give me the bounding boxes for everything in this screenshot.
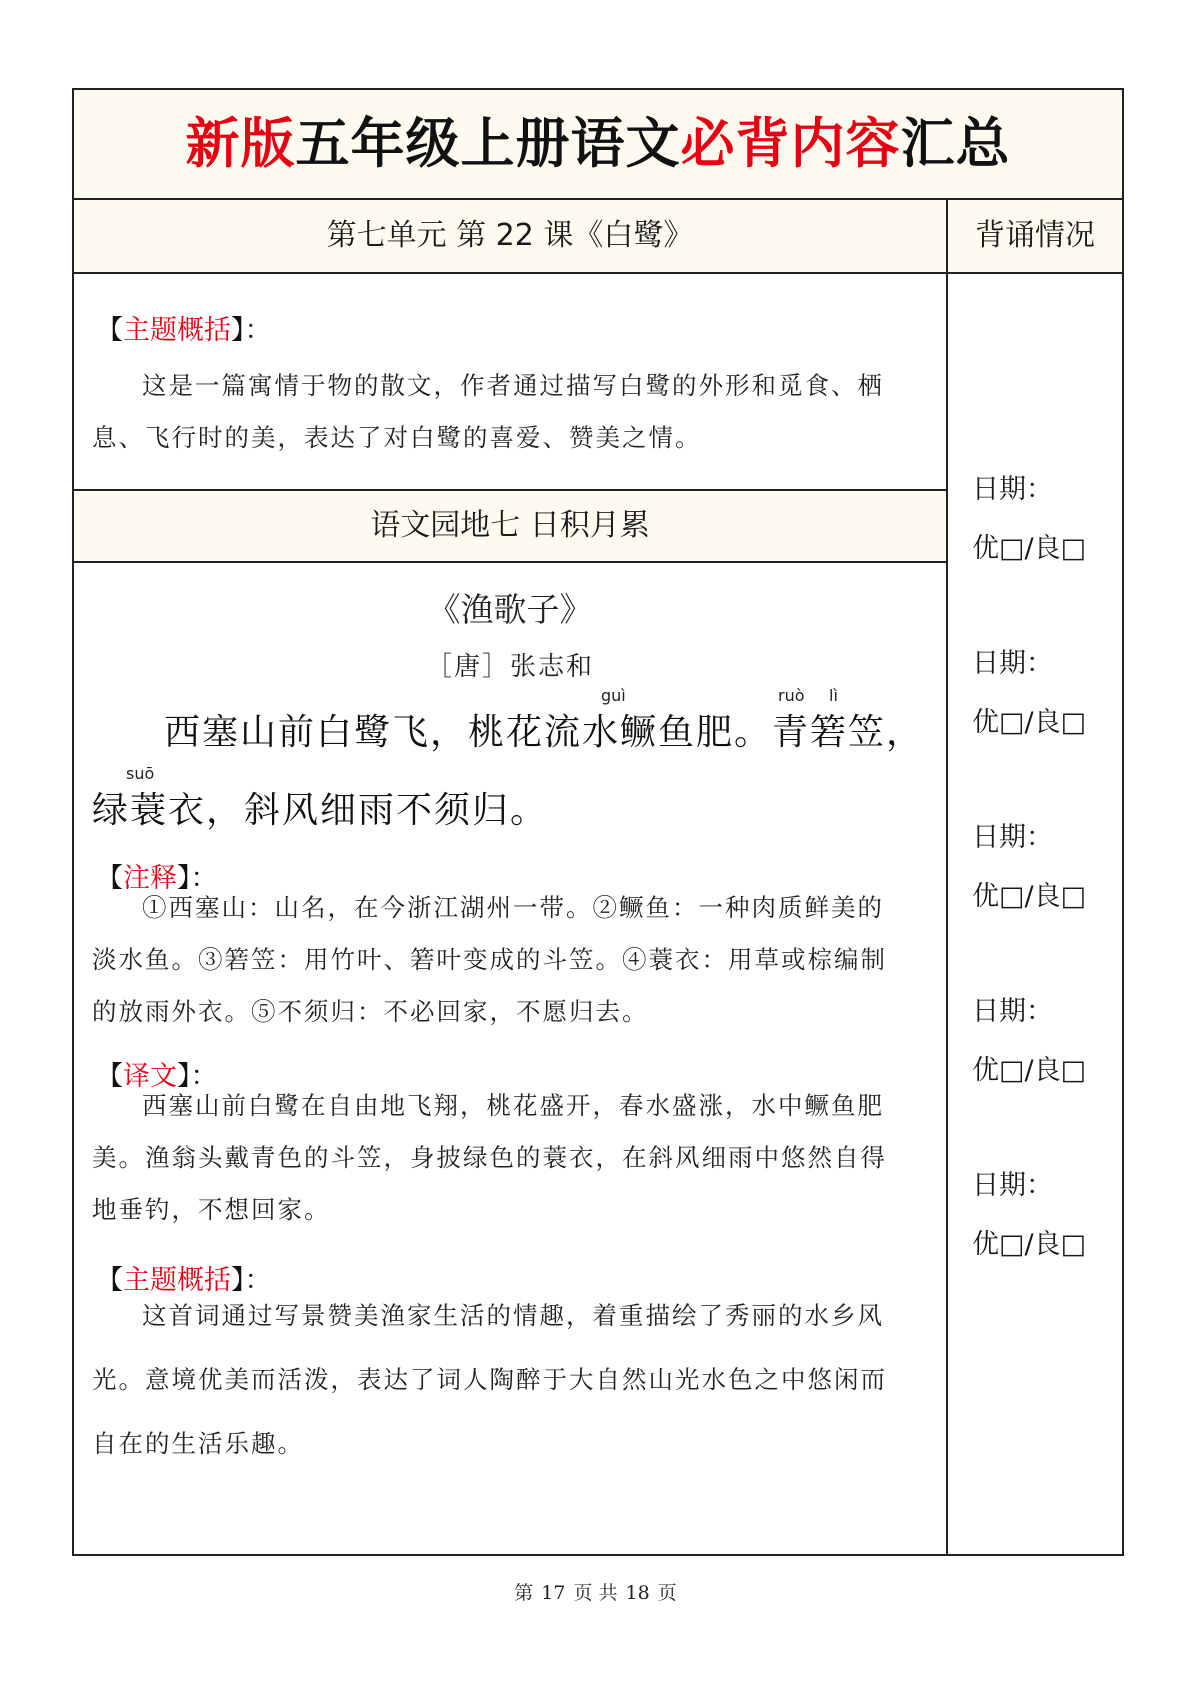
recite-status-header: 背诵情况 bbox=[946, 200, 1122, 274]
recite-date-label-5: 日期： bbox=[972, 1170, 1053, 1201]
recite-grade-checkbox-4[interactable]: 优□/良□ bbox=[972, 1055, 1087, 1086]
title-part-summary: 汇总 bbox=[900, 112, 1011, 175]
recite-grade-checkbox-5[interactable]: 优□/良□ bbox=[972, 1229, 1087, 1260]
theme-paragraph: 这是一篇寓情于物的散文，作者通过描写白鹭的外形和觅食、栖 息、飞行时的美，表达了对白鹭的喜爱、赞美之情。 bbox=[92, 371, 884, 452]
notes-paragraph: ①西塞山：山名，在今浙江湖州一带。②鳜鱼：一种肉质鲜美的 淡水鱼。③箬笠：用竹叶、箬叶变成的斗笠。④蓑衣：用草或棕编制 的放雨外衣。⑤不须归：不必回家，不愿归去。 bbox=[92, 893, 887, 1026]
page-number-footer: 第 17 页 共 18 页 bbox=[514, 1582, 677, 1604]
poem-title: 《渔歌子》 bbox=[427, 590, 593, 629]
pinyin-li: lì bbox=[829, 686, 838, 705]
pinyin-suo: suō bbox=[126, 764, 155, 783]
recite-grade-checkbox-2[interactable]: 优□/良□ bbox=[972, 707, 1087, 738]
pinyin-ruo: ruò bbox=[778, 686, 805, 705]
title-part-grade: 五年级上册语文 bbox=[295, 112, 681, 175]
recite-grade-checkbox-1[interactable]: 优□/良□ bbox=[972, 533, 1087, 564]
section2-header: 语文园地七 日积月累 bbox=[74, 491, 946, 563]
recite-date-label-1: 日期： bbox=[972, 474, 1053, 505]
translation-paragraph: 西塞山前白鹭在自由地飞翔，桃花盛开，春水盛涨，水中鳜鱼肥 美。渔翁头戴青色的斗笠，身披绿色的蓑衣，在斜风细雨中悠然自得 地垂钓，不想回家。 bbox=[92, 1091, 887, 1224]
theme2-label: 【主题概括】： bbox=[96, 1265, 272, 1296]
total-page-number: 18 bbox=[625, 1582, 650, 1604]
title-part-new: 新版 bbox=[185, 112, 296, 175]
title-part-must-recite: 必背内容 bbox=[680, 112, 901, 175]
poem-author: ［唐］张志和 bbox=[425, 652, 594, 682]
recite-date-label-4: 日期： bbox=[972, 996, 1053, 1027]
notes-label: 【注释】： bbox=[96, 863, 218, 894]
theme-label: 【主题概括】： bbox=[96, 315, 272, 346]
recite-status-column bbox=[946, 274, 1122, 1554]
lesson-theme-section bbox=[74, 274, 946, 491]
lesson-header: 第七单元 第 22 课《白鹭》 bbox=[74, 200, 946, 274]
pinyin-gui: guì bbox=[601, 686, 626, 705]
poem-line-1: 西塞山前白鹭飞，桃花流水鳜鱼肥。青箬笠， bbox=[164, 712, 925, 753]
theme2-paragraph: 这首词通过写景赞美渔家生活的情趣，着重描绘了秀丽的水乡风 光。意境优美而活泼，表达了词人陶醉于大自然山光水色之中悠闲而 自在的生活乐趣。 bbox=[92, 1301, 887, 1458]
recite-date-label-2: 日期： bbox=[972, 648, 1053, 679]
page-title bbox=[74, 90, 1122, 200]
translation-label: 【译文】： bbox=[96, 1061, 218, 1092]
recite-grade-checkbox-3[interactable]: 优□/良□ bbox=[972, 881, 1087, 912]
current-page-number: 17 bbox=[541, 1582, 566, 1604]
poem-line-2: 绿蓑衣，斜风细雨不须归。 bbox=[92, 790, 549, 831]
recite-date-label-3: 日期： bbox=[972, 822, 1053, 853]
worksheet-table bbox=[72, 88, 1124, 1556]
